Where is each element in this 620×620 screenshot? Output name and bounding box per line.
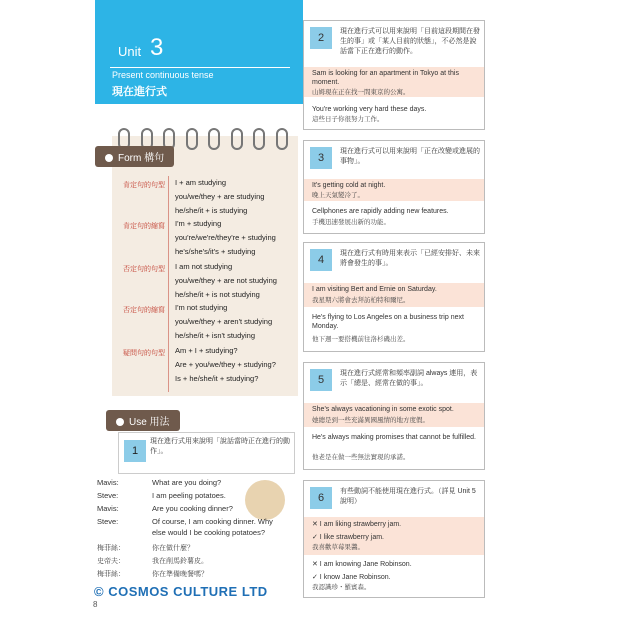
dialogue-row (97, 504, 233, 513)
grammar-label: 肯定句的句型 (123, 182, 165, 189)
use-5-box (303, 362, 485, 470)
dialogue-zh-line: 我在削馬鈴薯皮。 (152, 558, 208, 565)
dialogue-zh-line: 你在準備晚餐嗎？ (152, 571, 208, 578)
example-zh: 他老是在做一些無法實現的承諾。 (312, 454, 410, 461)
example-en: He's flying to Los Angeles on a business trip next Monday. (312, 314, 464, 330)
dialogue-line: What are you doing? (152, 478, 222, 487)
example-en: She's always vacationing in some exotic spot. (312, 406, 454, 413)
example-en: Cellphones are rapidly adding new features. (312, 208, 449, 215)
example-zh: 晚上天氣變冷了。 (312, 192, 364, 199)
header-divider (110, 67, 290, 68)
grammar-line: he/she/it + is studying (175, 206, 248, 215)
use-2-number: 2 (310, 27, 332, 49)
use-3-number: 3 (310, 147, 332, 169)
example-en: ✓ I know Jane Robinson. (312, 574, 391, 581)
tag-hole-icon (116, 418, 124, 426)
use-2-box (303, 20, 485, 130)
use-4-number: 4 (310, 249, 332, 271)
use-2-description: 現在進行式可以用來說明「目前這段期間在發生的事」或「某人目前的狀態」，不必然是說話當下正在進行的動作。 (340, 28, 480, 55)
example-zh: 我星期六將會去拜訪柏特和爾尼。 (312, 297, 410, 304)
example-en: Sam is looking for an apartment in Tokyo at this moment. (312, 70, 459, 86)
use-6-box (303, 480, 485, 598)
use-tag-label: Use 用法 (129, 417, 170, 428)
grammar-line: you're/we're/they're + studying (175, 233, 276, 242)
dialogue-line: Of course, I am cooking dinner. Why (152, 517, 273, 526)
grammar-line: he's/she's/it's + studying (175, 247, 256, 256)
use-6-number: 6 (310, 487, 332, 509)
example-zh: 他下週一要搭機前往洛杉磯出差。 (312, 336, 410, 343)
use-5-number: 5 (310, 369, 332, 391)
ring (253, 128, 265, 150)
dialogue-row (97, 528, 265, 537)
example-zh: 她總是到一些充滿異國風情的地方度假。 (312, 417, 429, 424)
dialogue-zh-row (97, 543, 194, 553)
form-tag (95, 146, 174, 167)
copyright-watermark: © COSMOS CULTURE LTD (94, 584, 268, 599)
example-zh: 山姆現在正在找一間東京的公寓。 (312, 89, 410, 96)
use-1-description: 現在進行式用來說明「說話當時正在進行的動作」。 (150, 438, 290, 455)
example-en: It's getting cold at night. (312, 182, 386, 189)
unit-title-zh: 現在進行式 (112, 86, 167, 98)
page-number: 8 (93, 600, 98, 609)
use-6-description: 有些動詞不能使用現在進行式。（詳見 Unit 5 說明） (340, 488, 476, 505)
form-tag-label: Form 構句 (118, 153, 165, 164)
grammar-line: I'm + studying (175, 219, 222, 228)
grammar-line: he/she/it + isn't studying (175, 331, 256, 340)
dialogue-zh-speaker: 梅菲絲： (97, 571, 125, 578)
unit-number: 3 (150, 34, 164, 61)
grammar-label: 否定句的縮寫 (123, 307, 165, 314)
grammar-line: I + am studying (175, 178, 227, 187)
use-4-box (303, 242, 485, 352)
grammar-line: you/we/they + are not studying (175, 276, 277, 285)
grammar-line: he/she/it + is not studying (175, 290, 260, 299)
grammar-label: 疑問句的句型 (123, 350, 165, 357)
unit-label: Unit (118, 44, 142, 59)
example-en: He's always making promises that cannot be fulfilled. (312, 434, 476, 441)
dialogue-line: I am peeling potatoes. (152, 491, 226, 500)
example-en: You're working very hard these days. (312, 106, 427, 113)
example-zh: 我認識珍・羅賓森。 (312, 584, 371, 591)
dialogue-speaker: Mavis: (97, 478, 119, 487)
grammar-line: Are + you/we/they + studying? (175, 360, 276, 369)
dialogue-zh-speaker: 梅菲絲： (97, 545, 125, 552)
dialogue-line: else would I be cooking potatoes? (152, 528, 265, 537)
potato-image (245, 480, 285, 520)
example-en: I am visiting Bert and Ernie on Saturday. (312, 286, 437, 293)
dialogue-line: Are you cooking dinner? (152, 504, 233, 513)
example-en: ✓ I like strawberry jam. (312, 534, 384, 541)
use-4-description: 現在進行式有時用來表示「已經安排好、未來將會發生的事」。 (340, 250, 480, 267)
use-5-description: 現在進行式經常和頻率副詞 always 連用，表示「總是、經常在做的事」。 (340, 370, 478, 387)
use-3-box (303, 140, 485, 234)
grammar-line: Is + he/she/it + studying? (175, 374, 259, 383)
dialogue-speaker: Steve: (97, 517, 119, 526)
grammar-line: I am not studying (175, 262, 233, 271)
dialogue-zh-line: 你在做什麼？ (152, 545, 194, 552)
ring (186, 128, 198, 150)
grammar-margin-line (168, 176, 169, 392)
grammar-line: you/we/they + aren't studying (175, 317, 273, 326)
ring (208, 128, 220, 150)
dialogue-row (97, 491, 226, 500)
grammar-line: Am + I + studying? (175, 346, 238, 355)
notebook-rings (118, 128, 288, 148)
dialogue-row (97, 478, 221, 487)
use-3-description: 現在進行式可以用來說明「正在改變或進展的事物」。 (340, 148, 480, 165)
dialogue-speaker: Mavis: (97, 504, 119, 513)
dialogue-row (97, 517, 273, 526)
example-en: ✕ I am liking strawberry jam. (312, 521, 402, 528)
grammar-line: I'm not studying (175, 303, 228, 312)
dialogue-speaker: Steve: (97, 491, 119, 500)
grammar-line: you/we/they + are studying (175, 192, 265, 201)
ring (276, 128, 288, 150)
dialogue-zh-speaker: 史帝夫： (97, 558, 125, 565)
grammar-label: 肯定句的縮寫 (123, 223, 165, 230)
dialogue-zh-row (97, 569, 208, 579)
dialogue-zh-row (97, 556, 208, 566)
tag-hole-icon (105, 154, 113, 162)
ring (231, 128, 243, 150)
use-tag (106, 410, 180, 431)
example-zh: 這些日子你很努力工作。 (312, 116, 384, 123)
grammar-label: 否定句的句型 (123, 266, 165, 273)
use-1-number: 1 (124, 440, 146, 462)
example-zh: 我喜歡草莓果醬。 (312, 544, 364, 551)
unit-subtitle: Present continuous tense (112, 70, 214, 80)
example-zh: 手機迅速發展出新的功能。 (312, 219, 390, 226)
example-en: ✕ I am knowing Jane Robinson. (312, 561, 412, 568)
